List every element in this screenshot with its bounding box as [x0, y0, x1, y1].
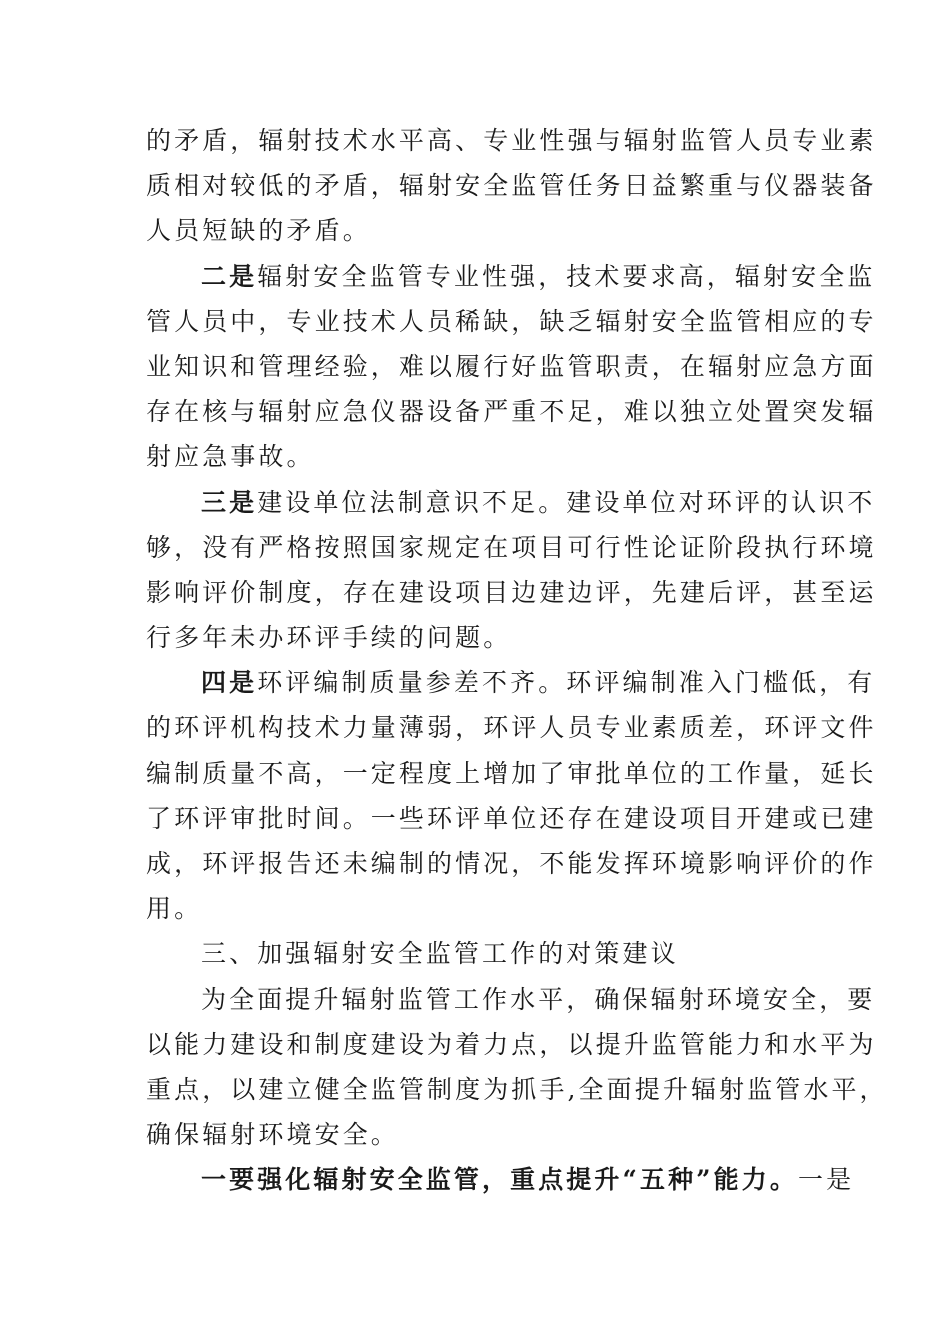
- text-line: 业知识和管理经验，难以履行好监管职责，在辐射应急方面: [146, 351, 877, 381]
- text-line: 确保辐射环境安全。: [146, 1120, 399, 1150]
- text-line: 人员短缺的矛盾。: [146, 216, 371, 246]
- text-line: 质相对较低的矛盾，辐射安全监管任务日益繁重与仪器装备: [146, 171, 877, 201]
- text-span: 一是: [797, 1165, 855, 1195]
- paragraph-start-line: [146, 1157, 855, 1202]
- text-line: 够，没有严格按照国家规定在项目可行性论证阶段执行环境: [146, 532, 877, 562]
- text-line: 管人员中，专业技术人员稀缺，缺乏辐射安全监管相应的专: [146, 306, 877, 336]
- bold-lead: 三是: [201, 487, 258, 517]
- text-line: 成，环评报告还未编制的情况，不能发挥环境影响评价的作: [146, 849, 877, 878]
- section-heading: 三、加强辐射安全监管工作的对策建议: [201, 939, 679, 969]
- text-line: 行多年未办环评手续的问题。: [146, 623, 512, 653]
- text-line: 以能力建设和制度建设为着力点，以提升监管能力和水平为: [146, 1029, 877, 1059]
- text-line: 编制质量不高，一定程度上增加了审批单位的工作量，延长: [146, 758, 877, 788]
- bold-lead: 二是: [201, 261, 258, 291]
- paragraph-start-line: [146, 480, 876, 525]
- paragraph-start-line: [146, 254, 876, 299]
- text-line: 了环评审批时间。一些环评单位还存在建设项目开建或已建: [146, 803, 877, 833]
- text-line: 重点，以建立健全监管制度为抓手,全面提升辐射监管水平，: [146, 1074, 888, 1104]
- text-line: 的矛盾，辐射技术水平高、专业性强与辐射监管人员专业素: [146, 126, 877, 155]
- text-line: 的环评机构技术力量薄弱，环评人员专业素质差，环评文件: [146, 713, 877, 743]
- text-span: 环评编制质量参差不齐。环评编制准入门槛低，有: [257, 668, 876, 698]
- text-line: 用。: [146, 894, 203, 924]
- bold-lead: 四是: [201, 668, 258, 698]
- paragraph-start-line: [146, 660, 876, 705]
- paragraph-start-line: 为全面提升辐射监管工作水平，确保辐射环境安全，要: [201, 984, 876, 1014]
- text-line: 射应急事故。: [146, 442, 315, 472]
- document-page: [146, 118, 888, 1203]
- text-line: 存在核与辐射应急仪器设备严重不足，难以独立处置突发辐: [146, 397, 877, 427]
- text-span: 辐射安全监管专业性强，技术要求高，辐射安全监: [257, 261, 876, 291]
- text-span: 建设单位法制意识不足。建设单位对环评的认识不: [257, 487, 876, 517]
- text-line: 影响评价制度，存在建设项目边建边评，先建后评，甚至运: [146, 577, 877, 607]
- bold-lead: 一要强化辐射安全监管，重点提升“五种”能力。: [201, 1165, 798, 1195]
